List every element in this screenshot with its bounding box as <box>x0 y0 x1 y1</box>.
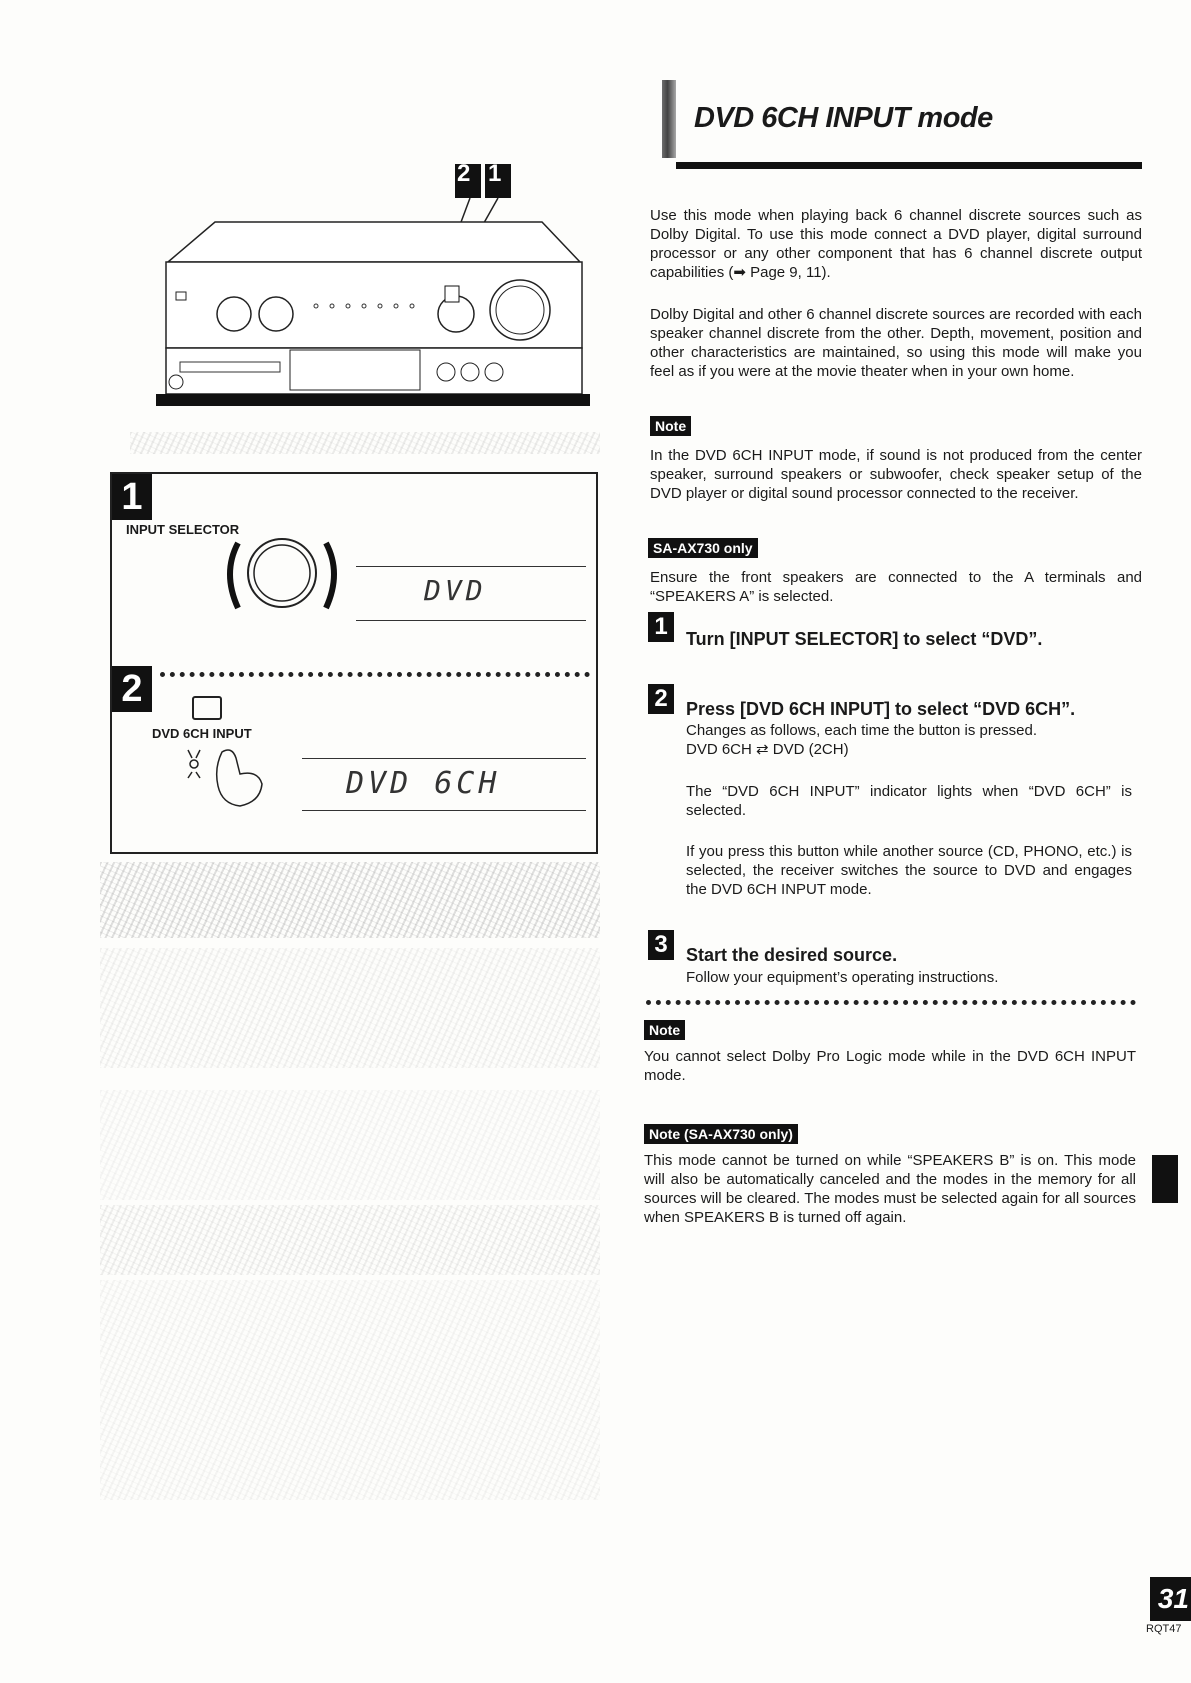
input-selector-knob <box>218 528 348 618</box>
note-text: In the DVD 6CH INPUT mode, if sound is not produced from the center speaker, surround speakers or subwoofer, check speaker setup of the DVD player or digital sound processor connected to the receiver. <box>650 447 1142 502</box>
step-2-sub-2: DVD 6CH ⇄ DVD (2CH) <box>686 741 849 758</box>
model-note-text: Ensure the front speakers are connected to the A terminals and “SPEAKERS A” is selected. <box>650 569 1142 605</box>
note-3-badge: Note (SA-AX730 only) <box>644 1124 798 1144</box>
step-3-sub-1: Follow your equipment’s operating instructions. <box>686 969 999 986</box>
document-code: RQT47 <box>1146 1623 1182 1635</box>
page-number: 31 <box>1150 1577 1191 1621</box>
title-rule <box>676 162 1142 169</box>
step-2-heading: Press [DVD 6CH INPUT] to select “DVD 6CH”. <box>686 699 1076 719</box>
note-badge: Note <box>650 416 691 436</box>
display-rule-bottom-1 <box>356 620 586 621</box>
scan-noise-faded-4 <box>100 1280 600 1500</box>
model-badge: SA-AX730 only <box>648 538 758 558</box>
edge-tab-mark <box>1152 1155 1178 1203</box>
panel-step-1-number: 1 <box>112 474 152 520</box>
receiver-illustration <box>140 150 590 430</box>
display-readout-2: DVD 6CH <box>346 766 501 801</box>
pressing-hand-icon <box>178 744 288 810</box>
scan-noise-faded-2 <box>100 1090 600 1200</box>
step-1-heading: Turn [INPUT SELECTOR] to select “DVD”. <box>686 629 1043 649</box>
step-3-heading: Start the desired source. <box>686 945 898 965</box>
intro-paragraph-2: Dolby Digital and other 6 channel discrete sources are recorded with each speaker channel discrete from the other. Depth, movement, position and other characteristics are maintained, so using this mode will make you feel as if you were at the movie theater when in your own home. <box>650 306 1142 380</box>
note-2-text: You cannot select Dolby Pro Logic mode while in the DVD 6CH INPUT mode. <box>644 1048 1136 1084</box>
scan-noise-faded-3 <box>100 1205 600 1275</box>
step-1-number: 1 <box>648 612 674 642</box>
panel-step-2-number: 2 <box>112 666 152 712</box>
scan-noise-faded-1 <box>100 948 600 1068</box>
callout-2: 2 <box>457 160 471 187</box>
page-title: DVD 6CH INPUT mode <box>694 102 993 134</box>
intro-paragraph-1: Use this mode when playing back 6 channel discrete sources such as Dolby Digital. To use this mode connect a DVD player, digital surround processor or any other component that has 6 channel discrete output capabilities (➡ Page 9, 11). <box>650 207 1142 281</box>
dvd-6ch-input-button-icon <box>192 696 222 720</box>
step-2-paragraph-1: The “DVD 6CH INPUT” indicator lights when “DVD 6CH” is selected. <box>686 783 1132 819</box>
note-2-badge: Note <box>644 1020 685 1040</box>
display-readout-1: DVD <box>424 574 487 607</box>
section-header <box>662 80 1142 170</box>
step-2-paragraph-2: If you press this button while another source (CD, PHONO, etc.) is selected, the receiver switches the source to DVD and engages the DVD 6CH INPUT mode. <box>686 843 1132 898</box>
step-3-number: 3 <box>648 930 674 960</box>
input-selector-label: INPUT SELECTOR <box>126 522 240 537</box>
display-rule-bottom-2 <box>302 810 586 811</box>
step-2-number: 2 <box>648 684 674 714</box>
callout-1: 1 <box>488 160 502 187</box>
display-rule-top-1 <box>356 566 586 567</box>
display-rule-top-2 <box>302 758 586 759</box>
step-2-sub-1: Changes as follows, each time the button is pressed. <box>686 722 1038 739</box>
dotted-separator <box>646 1000 1136 1005</box>
note-3-text: This mode cannot be turned on while “SPEAKERS B” is on. This mode will also be automatically canceled and the modes in the memory for all sources will be cleared. The modes must be selected again for all sources when SPEAKERS B is turned off again. <box>644 1152 1136 1226</box>
title-side-mark <box>662 80 676 158</box>
panel-dotted-divider <box>160 672 590 677</box>
scan-noise-dense <box>100 862 600 938</box>
dvd-6ch-input-label: DVD 6CH INPUT <box>152 726 252 741</box>
scan-noise <box>130 432 600 454</box>
